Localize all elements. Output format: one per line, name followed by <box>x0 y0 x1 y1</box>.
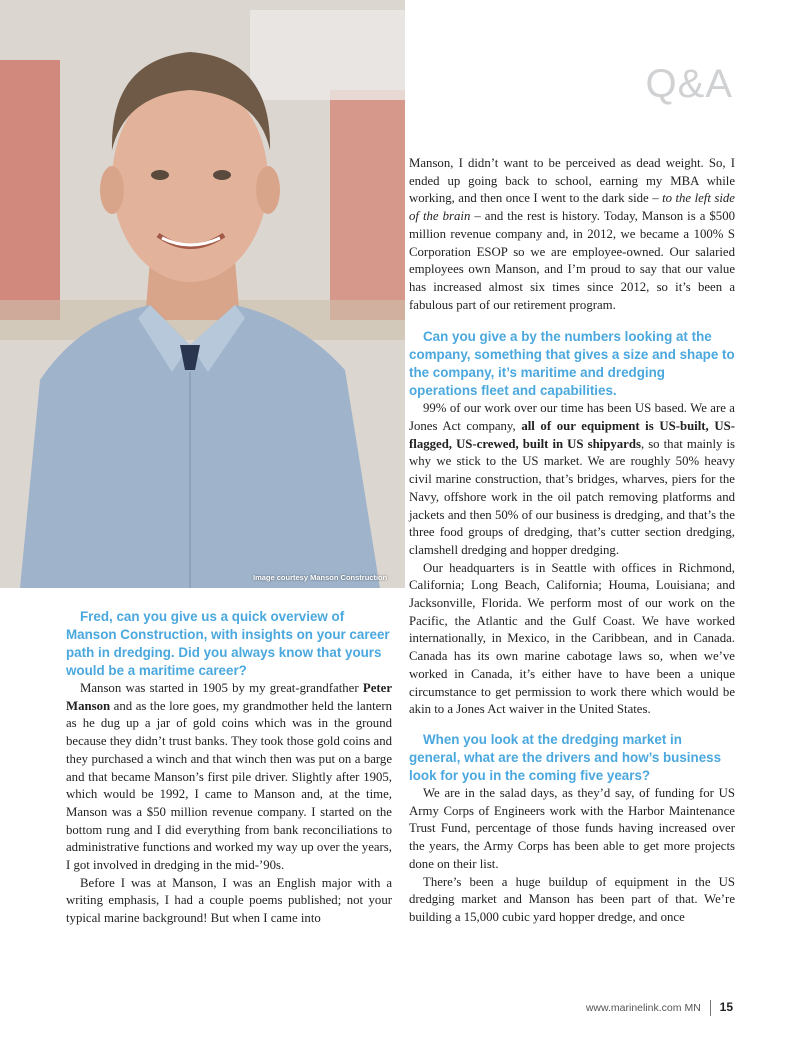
paragraph: There’s been a huge buildup of equipment in the US dredging market and Manson has been part of that. We’re building a 15,000 cubic yard hopper dredge, and once <box>409 874 735 924</box>
paragraph: We are in the salad days, as they’d say, of funding for US Army Corps of Engineers work with the Harbor Maintenance Trust Fund, percentage of those funds having increased over the years, the Army Corps has been able to get more projects done on their list. <box>409 785 735 871</box>
footer-magazine: MN <box>684 1002 701 1014</box>
page-number: 15 <box>719 1000 733 1014</box>
paragraph: 99% of our work over our time has been US based. We are a Jones Act company, all of our equipment is US-built, US-flagged, US-crewed, built in US shipyards, so that mainly is why we stick to the US market. We are roughly 50% heavy civil marine construction, that’s bridges, wharves, piers for the Navy, offshore work in the oil patch removing platforms and jackets and then 50% of our business is dredging, and that’s the three food groups of dredging, that’s cutter section dredging, clamshell dredging and hopper dredging. <box>409 401 736 557</box>
question-heading: Can you give a by the numbers looking at the company, something that gives a size and shape to the company, it’s maritime and dredging operations fleet and capabilities. <box>409 329 735 399</box>
paragraph: Manson, I didn’t want to be perceived as dead weight. So, I ended up going back to school, earning my MBA while working, and then once I went to the dark side – to the left side of the brain – and the rest is history. Today, Manson is a $500 million revenue company and, in 2012, we became a 100% S Corporation ESOP so we are employee-owned. Our salaried employees own Manson, and I’m proud to say that our value has increased almost six times since 2012, so it’s been a fabulous part of our retirement program. <box>409 156 735 312</box>
page-footer <box>586 1000 733 1016</box>
right-column <box>409 155 735 927</box>
left-column <box>66 608 392 928</box>
question-heading: Fred, can you give us a quick overview of Manson Construction, with insights on your career path in dredging. Did you always know that yours would be a maritime career? <box>66 609 390 678</box>
photo-credit: Image courtesy Manson Construction <box>253 573 388 582</box>
question-heading: When you look at the dredging market in general, what are the drivers and how’s business look for you in the coming five years? <box>409 731 722 783</box>
footer-divider <box>710 1000 711 1016</box>
paragraph: Our headquarters is in Seattle with offices in Richmond, California; Long Beach, California; Houma, Louisiana; and Jacksonville, Florida. We perform most of our work on the Pacific, the Atlantic and the Gulf Coast. We have worked internationally, in Mexico, in the Caribbean, and in Canada. Canada has its own marine cabotage laws so, when we’ve worked in Canada, it’s either have to have been a unique circumstance to get permission to work there which would be akin to a Jones Act waiver in the United States. <box>409 560 735 717</box>
footer-url: www.marinelink.com <box>585 1002 682 1014</box>
paragraph: Before I was at Manson, I was an English major with a writing emphasis, I had a couple poems published; not your typical marine background! But when I came into <box>66 875 392 926</box>
paragraph: Manson was started in 1905 by my great-grandfather Peter Manson and as the lore goes, my grandmother held the lantern as he dug up a jar of gold coins which was in the ground because they didn’t trust banks. They took those gold coins and they purchased a winch and that winch then was put on a barge and that became Manson’s first pile driver. Slightly after 1905, which would be 1992, I came to Manson and, at the time, Manson was a $50 million revenue company. I started on the bottom rung and I did everything from bank reconciliations to administrative functions and worked my way up over the years, I got involved in dredging in the mid-’90s. <box>66 681 392 873</box>
portrait-illustration <box>0 0 405 588</box>
section-label: Q&A <box>645 62 733 106</box>
portrait-photo <box>0 0 405 588</box>
